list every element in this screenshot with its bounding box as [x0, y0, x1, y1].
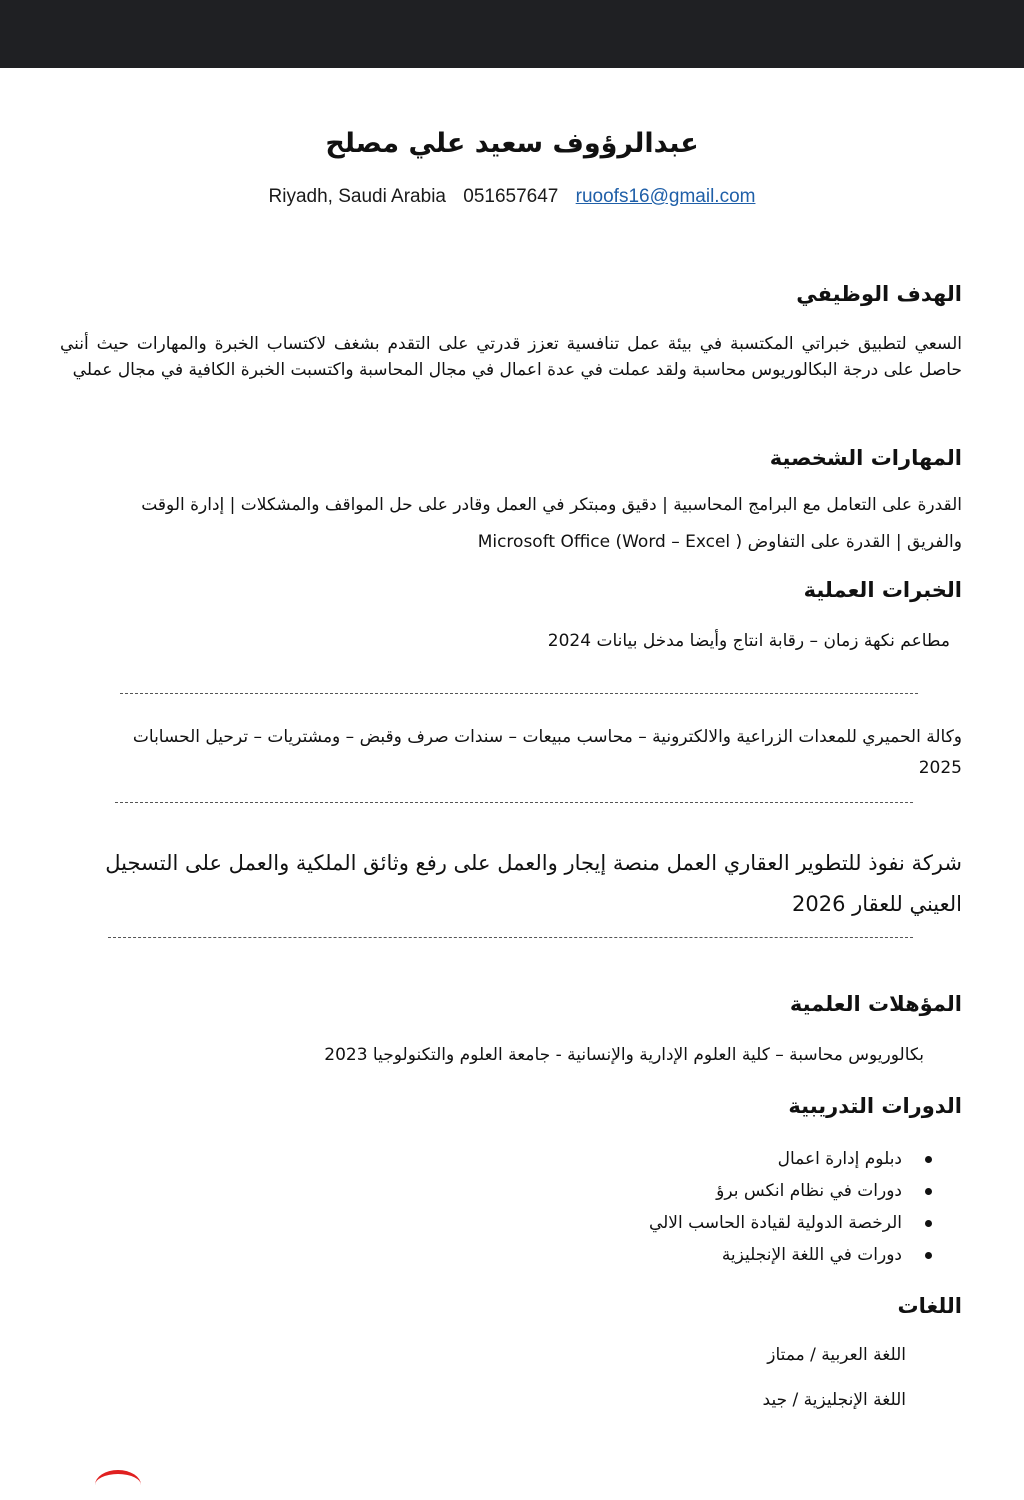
languages-heading: اللغات — [897, 1294, 962, 1318]
top-bar — [0, 0, 1024, 68]
experience-item-2: وكالة الحميري للمعدات الزراعية والالكترونية – محاسب مبيعات – سندات صرف وقبض – ومشتريات – ترحيل الحسابات 2025 — [132, 727, 962, 778]
experience-item-3: شركة نفوذ للتطوير العقاري العمل منصة إيجار والعمل على رفع وثائق الملكية والعمل على التسجيل العيني للعقار 2026 — [105, 851, 962, 916]
language-arabic: اللغة العربية / ممتاز — [767, 1345, 906, 1365]
divider — [115, 802, 913, 803]
location-text: Riyadh, Saudi Arabia — [268, 186, 446, 207]
education-text: بكالوريوس محاسبة – كلية العلوم الإدارية والإنسانية - جامعة العلوم والتكنولوجيا 2023 — [324, 1045, 924, 1065]
contact-line — [0, 186, 1024, 208]
candidate-name: عبدالرؤوف سعيد علي مصلح — [325, 128, 699, 159]
language-english: اللغة الإنجليزية / جيد — [762, 1390, 906, 1410]
experience-item-1: مطاعم نكهة زمان – رقابة انتاج وأيضا مدخل بيانات 2024 — [547, 631, 950, 651]
bullet-icon — [925, 1220, 932, 1227]
corner-mark — [95, 1470, 141, 1500]
list-item: دورات في اللغة الإنجليزية — [649, 1239, 902, 1271]
experience-heading: الخبرات العملية — [803, 578, 962, 602]
objective-heading: الهدف الوظيفي — [796, 282, 962, 306]
divider — [108, 937, 913, 938]
courses-list — [649, 1143, 902, 1271]
bullet-icon — [925, 1156, 932, 1163]
skills-heading: المهارات الشخصية — [769, 446, 962, 470]
list-item: دبلوم إدارة اعمال — [649, 1143, 902, 1175]
list-item: دورات في نظام انكس برؤ — [649, 1175, 902, 1207]
courses-heading: الدورات التدريبية — [788, 1094, 962, 1118]
objective-text: السعي لتطبيق خبراتي المكتسبة في بيئة عمل تنافسية تعزز قدرتي على التقدم بشغف لاكتساب الخبرة والمهارات حيث أنني حاصل على درجة البكالوريوس محاسبة ولقد عملت في عدة اعمال في مجال المحاسبة واكتسبت الخبرة الكافية في مجال عملي — [60, 334, 962, 381]
bullet-icon — [925, 1188, 932, 1195]
email-link[interactable]: ruoofs16@gmail.com — [575, 186, 756, 207]
skills-line-1: القدرة على التعامل مع البرامج المحاسبية | دقيق ومبتكر في العمل وقادر على حل المواقف والمشكلات | إدارة الوقت — [141, 495, 962, 515]
bullet-icon — [925, 1252, 932, 1259]
skills-line-2: والفريق | القدرة على التفاوض Microsoft Office (Word – Excel ) — [477, 532, 962, 552]
list-item: الرخصة الدولية لقيادة الحاسب الالي — [649, 1207, 902, 1239]
divider — [120, 693, 918, 694]
phone-text: 051657647 — [463, 186, 559, 207]
education-heading: المؤهلات العلمية — [789, 992, 962, 1016]
